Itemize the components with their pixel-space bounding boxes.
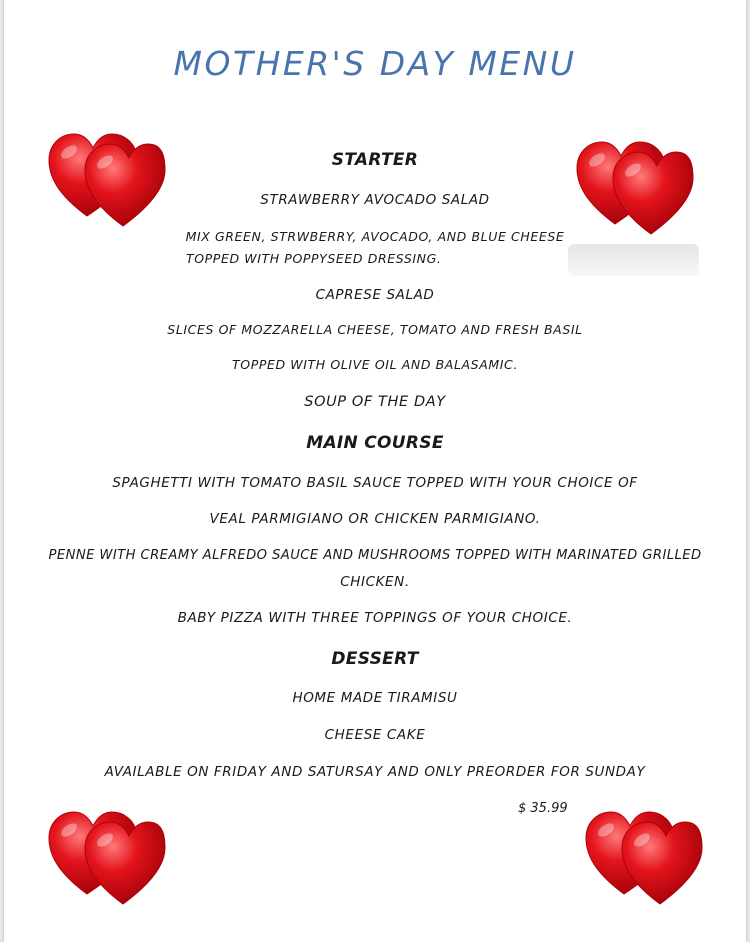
menu-item-description: SLICES OF MOZZARELLA CHEESE, TOMATO AND FRESH BASIL <box>167 322 583 337</box>
menu-item: CAPRESE SALAD <box>315 287 435 303</box>
double-heart-icon <box>47 806 167 906</box>
menu-page <box>4 0 746 942</box>
menu-item: SPAGHETTI WITH TOMATO BASIL SAUCE TOPPED WITH YOUR CHOICE OF <box>112 475 638 491</box>
menu-item-description: TOPPED WITH OLIVE OIL AND BALASAMIC. <box>232 357 518 372</box>
section-heading-main-course: MAIN COURSE <box>306 433 444 453</box>
menu-item: BABY PIZZA WITH THREE TOPPINGS OF YOUR CHOICE. <box>177 610 573 626</box>
menu-item: SOUP OF THE DAY <box>304 394 446 410</box>
menu-item: VEAL PARMIGIANO OR CHICKEN PARMIGIANO. <box>209 511 541 527</box>
availability-note: AVAILABLE ON FRIDAY AND SATURSAY AND ONLY PREORDER FOR SUNDAY <box>104 764 646 780</box>
double-heart-icon <box>584 806 704 906</box>
menu-item-description: TOPPED WITH POPPYSEED DRESSING. <box>186 251 442 266</box>
menu-item: PENNE WITH CREAMY ALFREDO SAUCE AND MUSHROOMS TOPPED WITH MARINATED GRILLED <box>48 548 702 563</box>
menu-price: $ 35.99 <box>518 801 568 816</box>
menu-item: CHICKEN. <box>340 574 410 590</box>
section-heading-dessert: DESSERT <box>331 649 419 669</box>
menu-item: STRAWBERRY AVOCADO SALAD <box>260 192 490 208</box>
gray-banner <box>568 244 699 276</box>
menu-item-description: MIX GREEN, STRWBERRY, AVOCADO, AND BLUE CHEESE <box>185 229 565 244</box>
double-heart-icon <box>47 128 167 228</box>
section-heading-starter: STARTER <box>331 150 419 170</box>
page-title: MOTHER'S DAY MENU <box>173 44 577 83</box>
menu-item: HOME MADE TIRAMISU <box>292 690 458 706</box>
menu-item: CHEESE CAKE <box>324 727 426 743</box>
